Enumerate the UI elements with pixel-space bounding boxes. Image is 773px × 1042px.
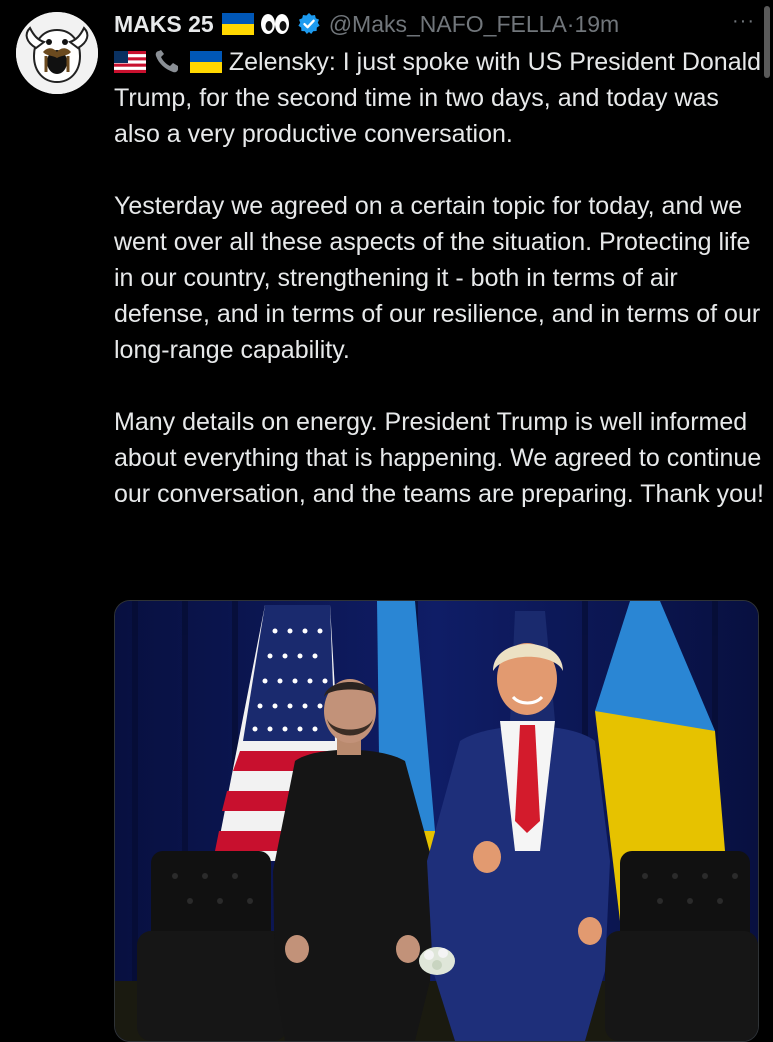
avatar-image <box>16 12 98 94</box>
verified-badge-icon[interactable] <box>297 12 321 36</box>
time-separator: · <box>566 10 575 37</box>
avatar[interactable] <box>16 12 98 94</box>
left-chair <box>137 851 287 1041</box>
tweet-paragraph-2: Yesterday we agreed on a certain topic for today, and we went over all these aspects of the situation. Protecting life in our country, strengthening it - both in terms of air defense, and in terms of our resilience, and in terms of our long-range capability. <box>114 192 761 364</box>
eyes-emoji-icon <box>259 13 291 35</box>
display-name[interactable]: MAKS 25 <box>114 10 214 37</box>
tweet-paragraph-3: Many details on energy. President Trump is well informed about everything that is happening. We agreed to continue our conversation, and the teams are preparing. Thank you! <box>114 408 764 508</box>
tweet-lead-text: Zelensky: I just spoke with US President Donald Trump, for the second time in two days, and today was also a very productive conversation. <box>114 48 762 148</box>
tweet-media-photo[interactable] <box>114 600 759 1042</box>
right-chair <box>605 851 758 1041</box>
more-options-button[interactable]: ··· <box>732 10 755 32</box>
scrollbar[interactable] <box>764 6 770 78</box>
us-flag-icon <box>114 51 146 73</box>
telephone-icon <box>153 48 183 74</box>
tweet-paragraph-1 <box>114 44 764 152</box>
flower-arrangement <box>419 947 455 975</box>
post-time[interactable]: 19m <box>574 10 620 37</box>
photo-two-men-flags <box>115 601 758 1041</box>
tweet-text <box>114 44 764 512</box>
author-handle[interactable]: @Maks_NAFO_FELLA <box>328 10 567 37</box>
tweet-header <box>114 8 619 40</box>
ukraine-flag-icon <box>190 51 222 73</box>
ukraine-flag-icon <box>222 13 254 35</box>
